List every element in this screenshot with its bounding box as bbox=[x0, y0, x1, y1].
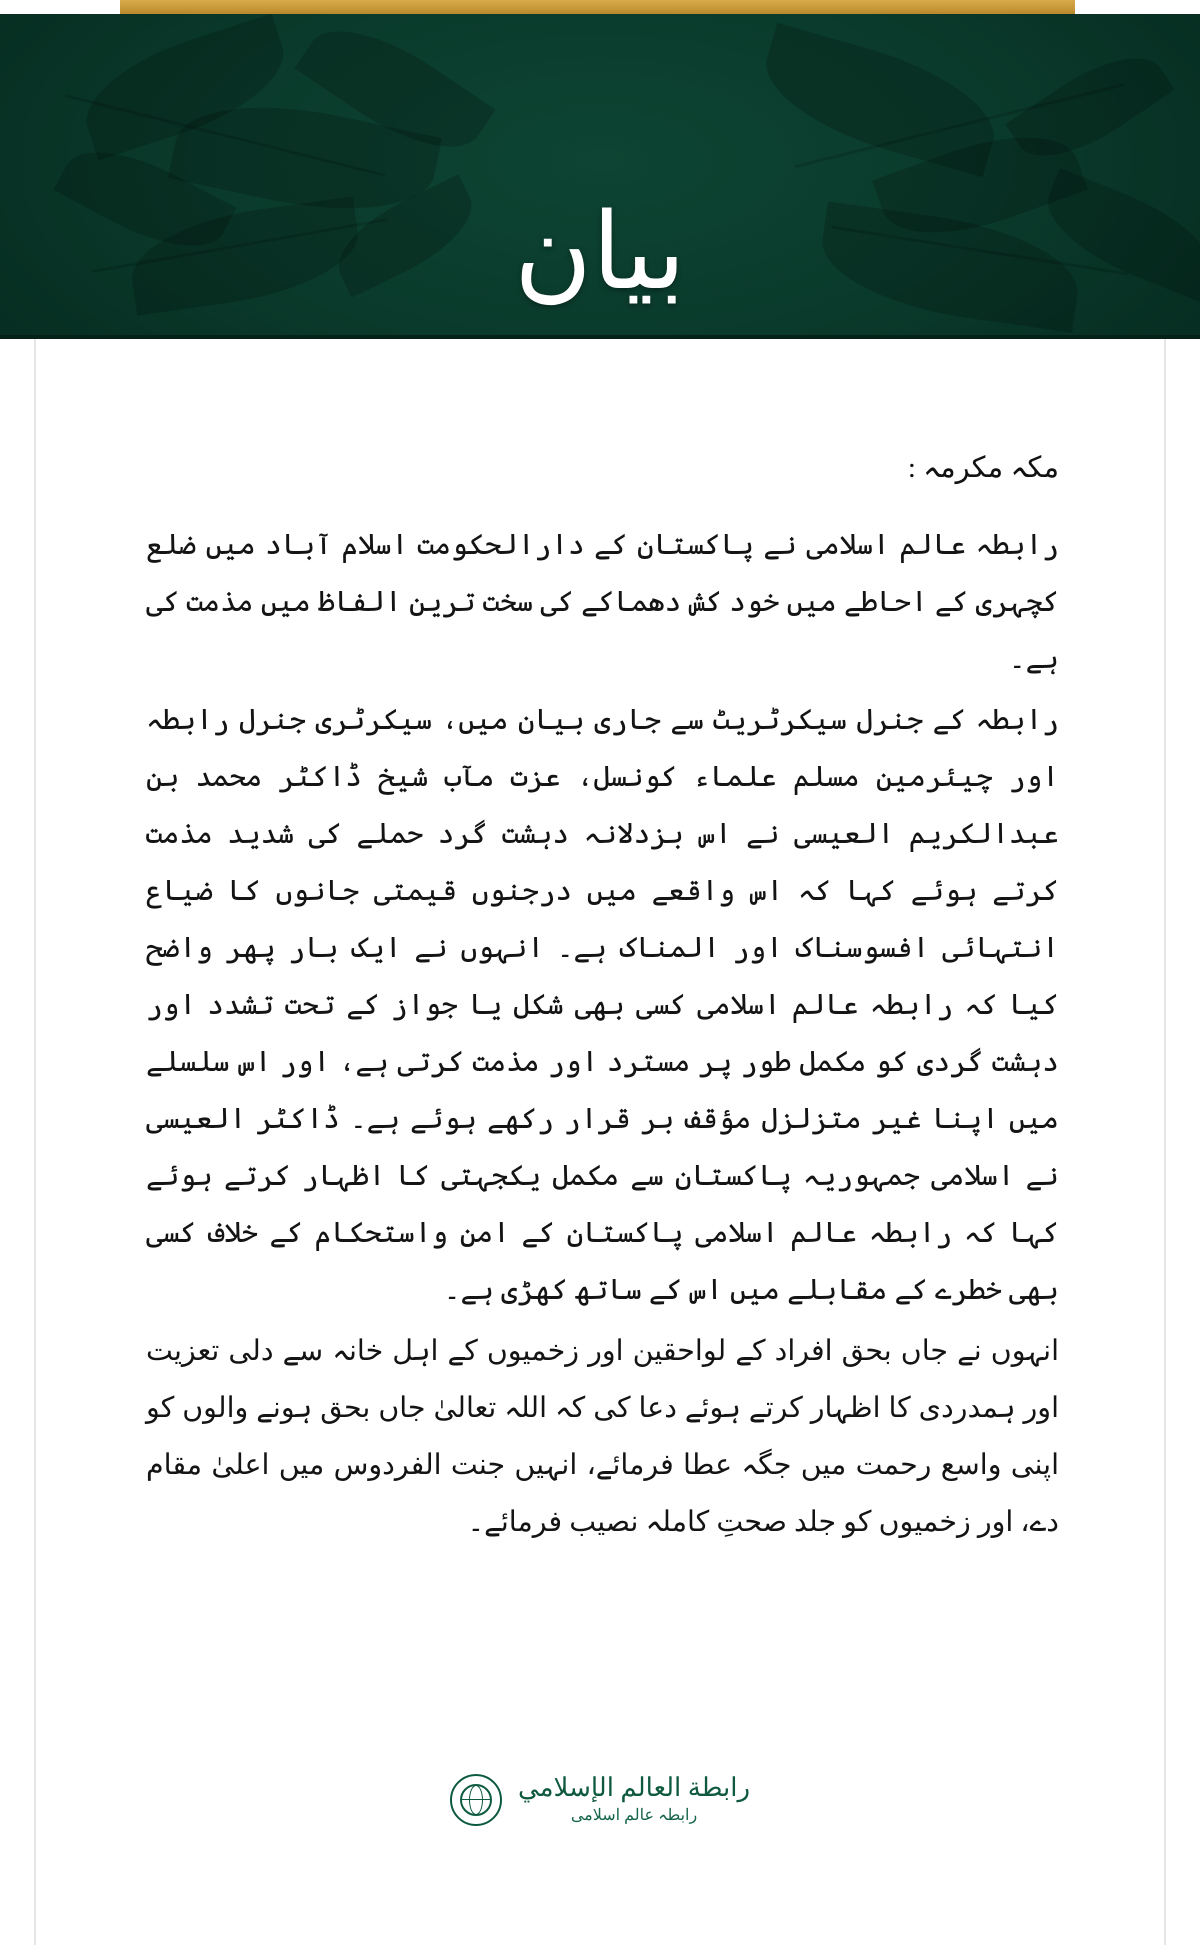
top-gold-accent-bar bbox=[120, 0, 1075, 14]
organization-wordmark bbox=[518, 1772, 750, 1827]
statement-paragraph: رابطہ کے جنرل سیکرٹریٹ سے جاری بیان میں، سیکرٹری جنرل رابطہ اور چیئرمین مسلم علماء کونسل، عزت مآب شیخ ڈاکٹر محمد بن عبدالکریم العیسی نے اس بزدلانہ دہشت گرد حملے کی شدید مذمت کرتے ہوئے کہا کہ اس واقعے میں درجنوں قیمتی جانوں کا ضیاع انتہائی افسوسناک اور المناک ہے۔ انہوں نے ایک بار پھر واضح کیا کہ رابطہ عالم اسلامی کسی بھی شکل یا جواز کے تحت تشدد اور دہشت گردی کو مکمل طور پر مسترد اور مذمت کرتی ہے، اور اس سلسلے میں اپنا غیر متزلزل مؤقف بر قرار رکھے ہوئے ہے۔ ڈاکٹر العیسی نے اسلامی جمہوریہ پاکستان سے مکمل یکجہتی کا اظہار کرتے ہوئے کہا کہ رابطہ عالم اسلامی پاکستان کے امن واستحکام کے خلاف کسی بھی خطرے کے مقابلے میں اس کے ساتھ کھڑی ہے۔ bbox=[146, 704, 1060, 1306]
statement-paragraph: رابطہ عالم اسلامی نے پاکستان کے دارالحکومت اسلام آباد میں ضلع کچہری کے احاطے میں خود کش دھماکے کی سخت ترین الفاظ میں مذمت کی ہے۔ bbox=[146, 529, 1059, 675]
globe-wreath-emblem-icon bbox=[450, 1774, 502, 1826]
statement-paragraph: انہوں نے جاں بحق افراد کے لواحقین اور زخمیوں کے اہل خانہ سے دلی تعزیت اور ہمدردی کا اظہار کرتے ہوئے دعا کی کہ اللہ تعالیٰ جاں بحق ہونے والوں کو اپنی واسع رحمت میں جگہ عطا فرمائے، انہیں جنت الفردوس میں اعلیٰ مقام دے، اور زخمیوں کو جلد صحتِ کاملہ نصیب فرمائے۔ bbox=[146, 1335, 1059, 1538]
footer-branding bbox=[36, 1772, 1164, 1827]
page-title: بيان bbox=[514, 194, 686, 311]
statement-body-panel bbox=[34, 339, 1166, 1945]
dateline: مکہ مکرمہ : bbox=[907, 452, 1059, 484]
globe-icon bbox=[460, 1784, 492, 1816]
wordmark-arabic: رابطة العالم الإسلامي bbox=[517, 1773, 751, 1803]
hero-banner bbox=[0, 14, 1200, 339]
wordmark-urdu: رابطہ عالم اسلامی bbox=[570, 1806, 698, 1824]
statement-text-block bbox=[146, 447, 1059, 1551]
